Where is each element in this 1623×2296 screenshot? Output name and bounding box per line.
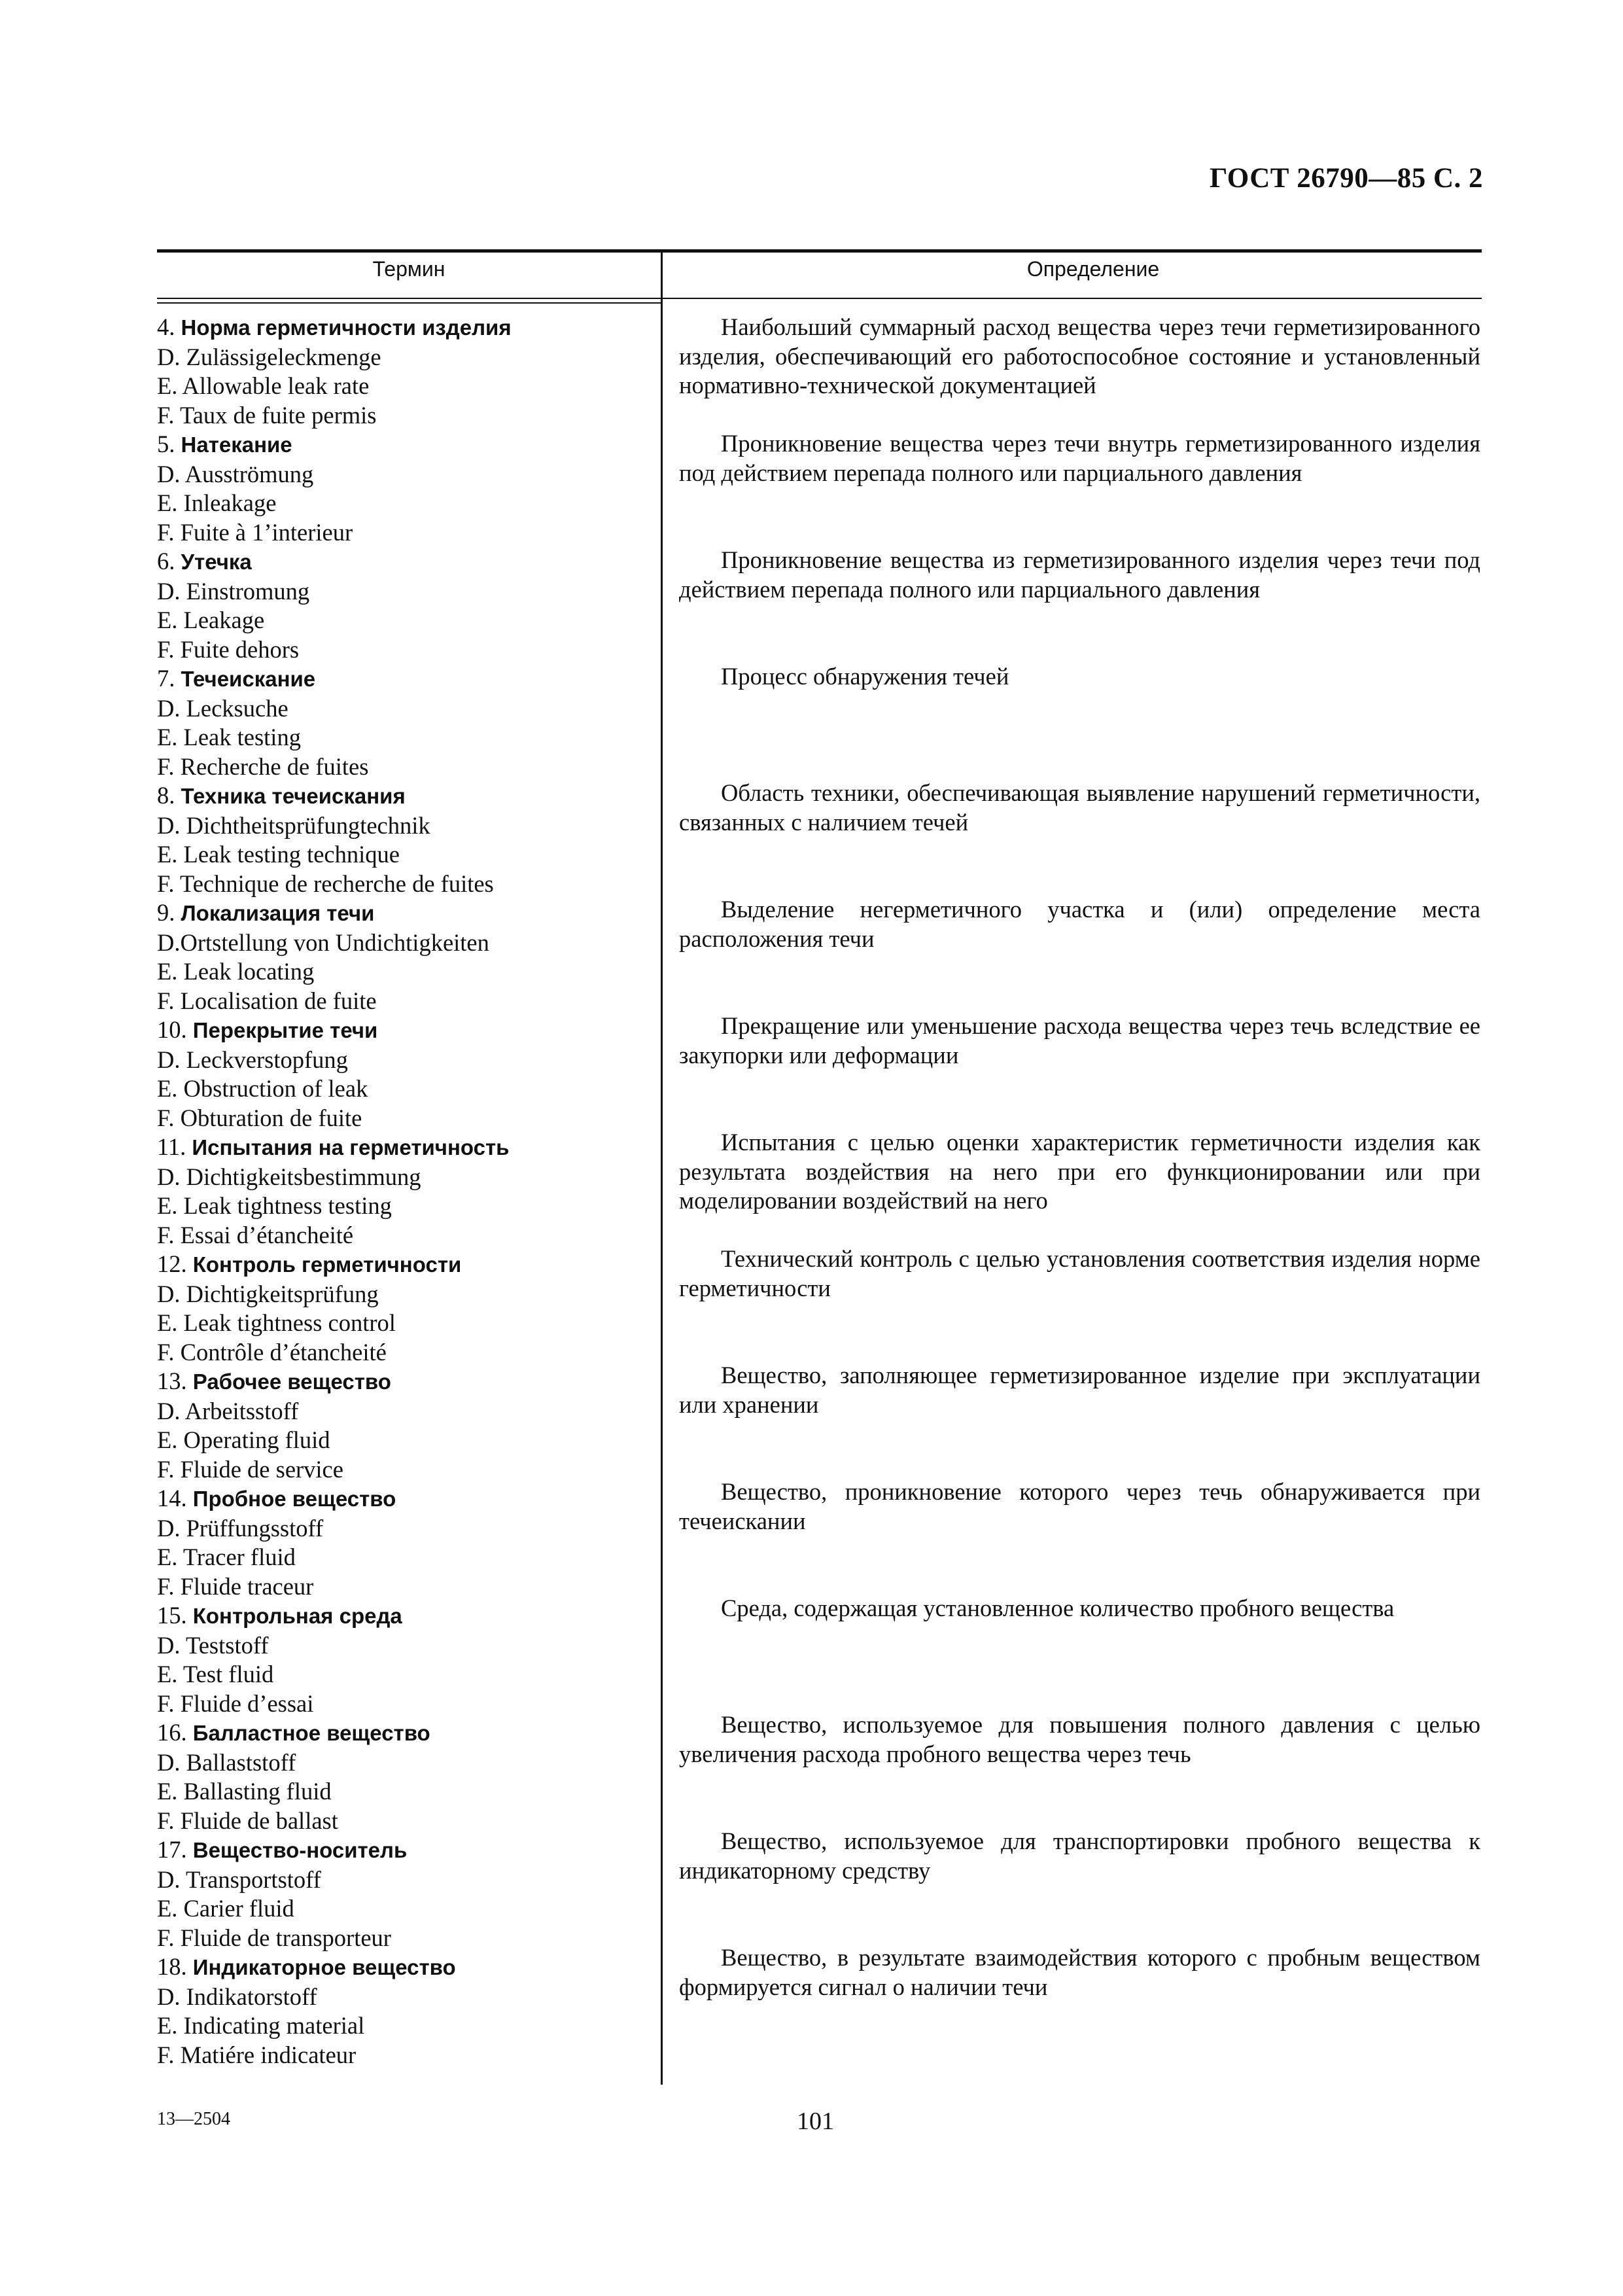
term-russian: Контрольная среда xyxy=(192,1604,402,1628)
term-number: 13. xyxy=(157,1368,187,1394)
term-french: F. Fuite dehors xyxy=(157,635,300,663)
term-german: D. Dichtigkeitsbestimmung xyxy=(157,1163,421,1190)
term-russian: Утечка xyxy=(181,550,252,574)
term-entry xyxy=(157,313,654,430)
term-french: F. Fuite à 1’interieur xyxy=(157,518,353,546)
term-entry xyxy=(157,898,654,1016)
definition-text: Технический контроль с целью установления соответствия изделия норме герметичности xyxy=(679,1245,1480,1301)
term-german: D. Ausströmung xyxy=(157,460,314,487)
term-german: D. Indikatorstoff xyxy=(157,1983,317,2010)
term-german: D. Einstromung xyxy=(157,577,310,605)
term-russian: Контроль герметичности xyxy=(192,1252,462,1277)
definition-text: Вещество, заполняющее герметизированное изделие при эксплуатации или хранении xyxy=(679,1362,1480,1418)
term-german: D. Arbeitsstoff xyxy=(157,1397,299,1424)
term-russian: Индикаторное вещество xyxy=(192,1955,456,1979)
term-french: F. Matiére indicateur xyxy=(157,2041,357,2068)
term-german: D. Transportstoff xyxy=(157,1865,321,1893)
column-header-definition: Определение xyxy=(1026,257,1160,281)
term-number: 14. xyxy=(157,1485,187,1511)
term-german: D. Leckverstopfung xyxy=(157,1046,348,1073)
term-french: F. Fluide traceur xyxy=(157,1572,314,1600)
term-english: E. Leak tightness testing xyxy=(157,1192,392,1219)
term-german: D. Teststoff xyxy=(157,1631,269,1659)
term-entry xyxy=(157,1016,654,1133)
term-russian: Локализация течи xyxy=(181,901,375,925)
term-german: D. Dichtigkeitsprüfung xyxy=(157,1280,379,1307)
term-russian: Норма герметичности изделия xyxy=(181,315,512,340)
term-entry xyxy=(157,547,654,664)
term-english: E. Carier fluid xyxy=(157,1895,294,1922)
term-entry xyxy=(157,781,654,898)
term-english: E. Allowable leak rate xyxy=(157,372,370,399)
term-entry xyxy=(157,1367,654,1484)
term-number: 12. xyxy=(157,1250,187,1277)
term-number: 6. xyxy=(157,548,175,574)
term-number: 18. xyxy=(157,1953,187,1980)
term-entry xyxy=(157,1952,654,2070)
term-russian: Вещество-носитель xyxy=(192,1838,408,1862)
term-entry xyxy=(157,1484,654,1601)
term-number: 8. xyxy=(157,782,175,809)
terms-column xyxy=(157,313,654,2070)
term-entry xyxy=(157,664,654,781)
definition-text: Испытания с целью оценки характеристик герметичности изделия как результата воздействия на него при его функционировании или при моделировании воздействий на него xyxy=(679,1129,1480,1214)
definition-text: Проникновение вещества из герметизированного изделия через течи под действием перепада полного или парциального давления xyxy=(679,546,1480,603)
term-entry xyxy=(157,1250,654,1367)
term-russian: Балластное вещество xyxy=(192,1721,430,1745)
term-number: 11. xyxy=(157,1133,186,1160)
definition-text: Среда, содержащая установленное количество пробного вещества xyxy=(721,1595,1395,1621)
term-english: E. Ballasting fluid xyxy=(157,1778,332,1805)
term-entry xyxy=(157,1601,654,1718)
term-french: F. Fluide de transporteur xyxy=(157,1924,391,1951)
table-header-rule-double xyxy=(157,302,662,304)
term-french: F. Essai d’étancheité xyxy=(157,1221,354,1248)
term-english: E. Leak tightness control xyxy=(157,1309,396,1336)
table-header-rule xyxy=(157,298,1482,299)
term-french: F. Fluide de service xyxy=(157,1455,343,1483)
term-english: E. Leak testing technique xyxy=(157,841,400,868)
term-german: D. Ballaststoff xyxy=(157,1748,296,1776)
table-top-rule xyxy=(157,249,1482,253)
definition-text: Процесс обнаружения течей xyxy=(721,663,1009,690)
term-english: E. Inleakage xyxy=(157,489,277,516)
definition-text: Выделение негерметичного участка и (или) определение места расположения течи xyxy=(679,896,1480,952)
term-french: F. Contrôle d’étancheité xyxy=(157,1338,387,1366)
term-english: E. Leak locating xyxy=(157,958,315,985)
definition-text: Вещество, в результате взаимодействия которого с пробным веществом формируется сигнал о наличии течи xyxy=(679,1944,1480,2000)
term-german: D. Prüffungsstoff xyxy=(157,1514,324,1542)
definition-text: Прекращение или уменьшение расхода вещества через течь вследствие ее закупорки или деформации xyxy=(679,1012,1480,1069)
footer-print-code: 13—2504 xyxy=(157,2109,230,2129)
term-english: E. Tracer fluid xyxy=(157,1544,296,1570)
definition-text: Вещество, используемое для повышения полного давления с целью увеличения расхода пробного вещества через течь xyxy=(679,1711,1480,1767)
term-french: F. Technique de recherche de fuites xyxy=(157,870,494,897)
term-english: E. Leakage xyxy=(157,607,265,633)
term-number: 5. xyxy=(157,431,175,457)
term-french: F. Obturation de fuite xyxy=(157,1104,362,1131)
term-english: E. Indicating material xyxy=(157,2012,365,2039)
term-entry xyxy=(157,1718,654,1835)
term-russian: Течеискание xyxy=(181,667,316,691)
term-number: 16. xyxy=(157,1719,187,1746)
term-entry xyxy=(157,430,654,547)
term-german: D. Zulässigeleckmenge xyxy=(157,343,381,370)
term-russian: Пробное вещество xyxy=(192,1487,396,1511)
term-english: E. Test fluid xyxy=(157,1661,274,1687)
term-number: 10. xyxy=(157,1016,187,1043)
term-number: 7. xyxy=(157,665,175,692)
column-divider xyxy=(661,249,663,2085)
term-number: 17. xyxy=(157,1836,187,1863)
term-french: F. Fluide de ballast xyxy=(157,1807,338,1834)
term-number: 9. xyxy=(157,899,175,926)
term-russian: Техника течеискания xyxy=(181,784,406,808)
definition-text: Наибольший суммарный расход вещества через течи герметизированного изделия, обеспечивающий его работоспособное состояние и установленный нормативно-технической документацией xyxy=(679,313,1480,398)
term-german: D. Lecksuche xyxy=(157,694,288,722)
term-french: F. Fluide d’essai xyxy=(157,1689,314,1717)
definition-text: Вещество, используемое для транспортировки пробного вещества к индикаторному средству xyxy=(679,1828,1480,1884)
definition-text: Область техники, обеспечивающая выявление нарушений герметичности, связанных с наличием течей xyxy=(679,779,1480,836)
definition-text: Проникновение вещества через течи внутрь герметизированного изделия под действием перепада полного или парциального давления xyxy=(679,430,1480,486)
definition-text: Вещество, проникновение которого через течь обнаруживается при течеискании xyxy=(679,1478,1480,1534)
page-header-title: ГОСТ 26790—85 С. 2 xyxy=(1209,163,1483,194)
term-english: E. Operating fluid xyxy=(157,1426,330,1453)
column-header-term: Термин xyxy=(372,257,445,281)
page-number: 101 xyxy=(797,2108,834,2135)
term-entry xyxy=(157,1835,654,1952)
term-number: 15. xyxy=(157,1602,187,1629)
term-french: F. Localisation de fuite xyxy=(157,987,377,1014)
term-russian: Натекание xyxy=(181,433,292,457)
term-french: F. Recherche de fuites xyxy=(157,752,369,780)
term-number: 4. xyxy=(157,313,175,340)
term-english: E. Obstruction of leak xyxy=(157,1075,368,1102)
term-french: F. Taux de fuite permis xyxy=(157,401,377,429)
term-english: E. Leak testing xyxy=(157,724,301,751)
term-russian: Испытания на герметичность xyxy=(192,1135,510,1159)
term-german: D. Dichtheitsprüfungtechnik xyxy=(157,811,430,839)
term-russian: Перекрытие течи xyxy=(192,1018,378,1042)
term-entry xyxy=(157,1133,654,1250)
term-german: D.Ortstellung von Undichtigkeiten xyxy=(157,928,489,956)
term-russian: Рабочее вещество xyxy=(192,1369,391,1394)
